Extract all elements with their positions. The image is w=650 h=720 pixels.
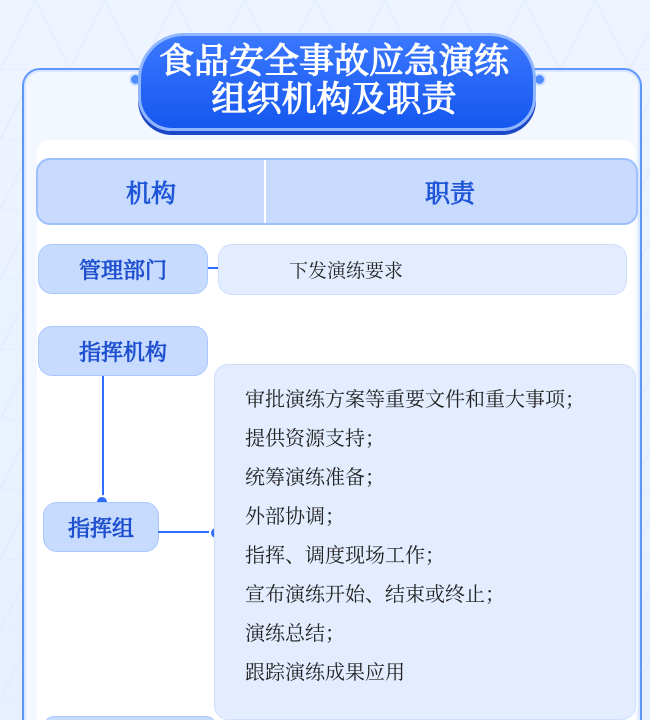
org-pill-management: 管理部门 [38,244,208,294]
header-org-label: 机构 [125,178,176,208]
connector-line-vertical [102,376,104,501]
duty-item: 宣布演练开始、结束或终止； [245,582,505,606]
title-line-1: 食品安全事故应急演练 [158,42,509,82]
duty-item: 提供资源支持； [245,426,385,450]
duty-text-management: 下发演练要求 [289,260,404,282]
duty-item: 演练总结； [245,621,345,645]
connector-line-command-group [158,531,215,533]
org-pill-command-group: 指挥组 [43,502,159,552]
header-duty-cell [264,160,636,223]
duty-panel-command-group [214,364,636,720]
duty-item: 跟踪演练成果应用 [245,660,405,684]
header-duty-label: 职责 [424,178,475,208]
org-pill-command: 指挥机构 [38,326,208,376]
title-banner [138,33,530,138]
next-org-pill-partial [44,716,216,720]
header-org-cell [38,160,264,223]
duty-list [245,385,585,697]
table-header [36,158,638,225]
duty-item: 外部协调； [245,504,345,528]
duty-item: 审批演练方案等重要文件和重大事项； [245,387,585,411]
duty-panel-management [218,244,627,295]
duty-item: 统筹演练准备； [245,465,385,489]
title-line-2: 组织机构及职责 [211,80,457,120]
duty-item: 指挥、调度现场工作； [245,543,445,567]
